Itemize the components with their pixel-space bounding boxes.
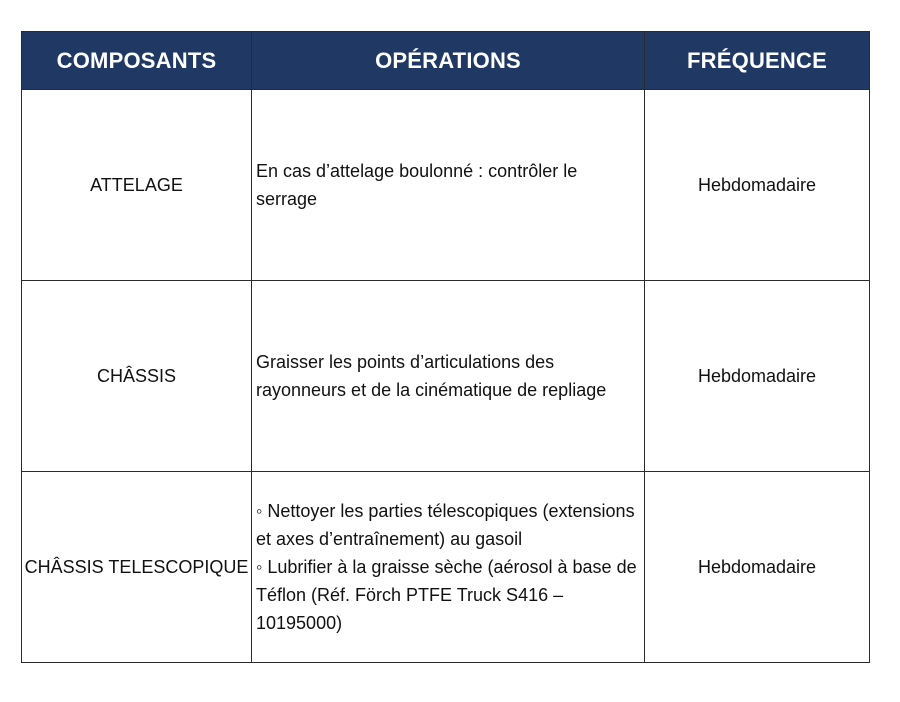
- component-cell: CHÂSSIS TELESCOPIQUE: [22, 472, 252, 663]
- operation-bullet-text: ◦ Nettoyer les parties télescopiques (extensions et axes d’entraînement) au gasoil: [256, 501, 635, 549]
- frequency-cell: Hebdomadaire: [645, 472, 870, 663]
- header-row: [22, 32, 870, 90]
- operations-cell: [252, 472, 645, 663]
- component-cell: ATTELAGE: [22, 90, 252, 281]
- table-row: [22, 281, 870, 472]
- header-operations: OPÉRATIONS: [252, 32, 645, 90]
- component-cell: CHÂSSIS: [22, 281, 252, 472]
- table-row: [22, 472, 870, 663]
- header-components: COMPOSANTS: [22, 32, 252, 90]
- header-frequency: FRÉQUENCE: [645, 32, 870, 90]
- operation-bullet-text: ◦ Lubrifier à la graisse sèche (aérosol à base de Téflon (Réf. Förch PTFE Truck S416 – 10195000): [256, 557, 637, 633]
- operation-text: Graisser les points d’articulations des rayonneurs et de la cinématique de repliage: [256, 352, 607, 400]
- maintenance-table: [21, 31, 870, 663]
- frequency-cell: Hebdomadaire: [645, 90, 870, 281]
- operation-text: En cas d’attelage boulonné : contrôler le serrage: [256, 161, 578, 209]
- frequency-cell: Hebdomadaire: [645, 281, 870, 472]
- operations-cell: [252, 281, 645, 472]
- operations-cell: [252, 90, 645, 281]
- table-header: [22, 32, 870, 90]
- table-row: [22, 90, 870, 281]
- table-body: [22, 90, 870, 663]
